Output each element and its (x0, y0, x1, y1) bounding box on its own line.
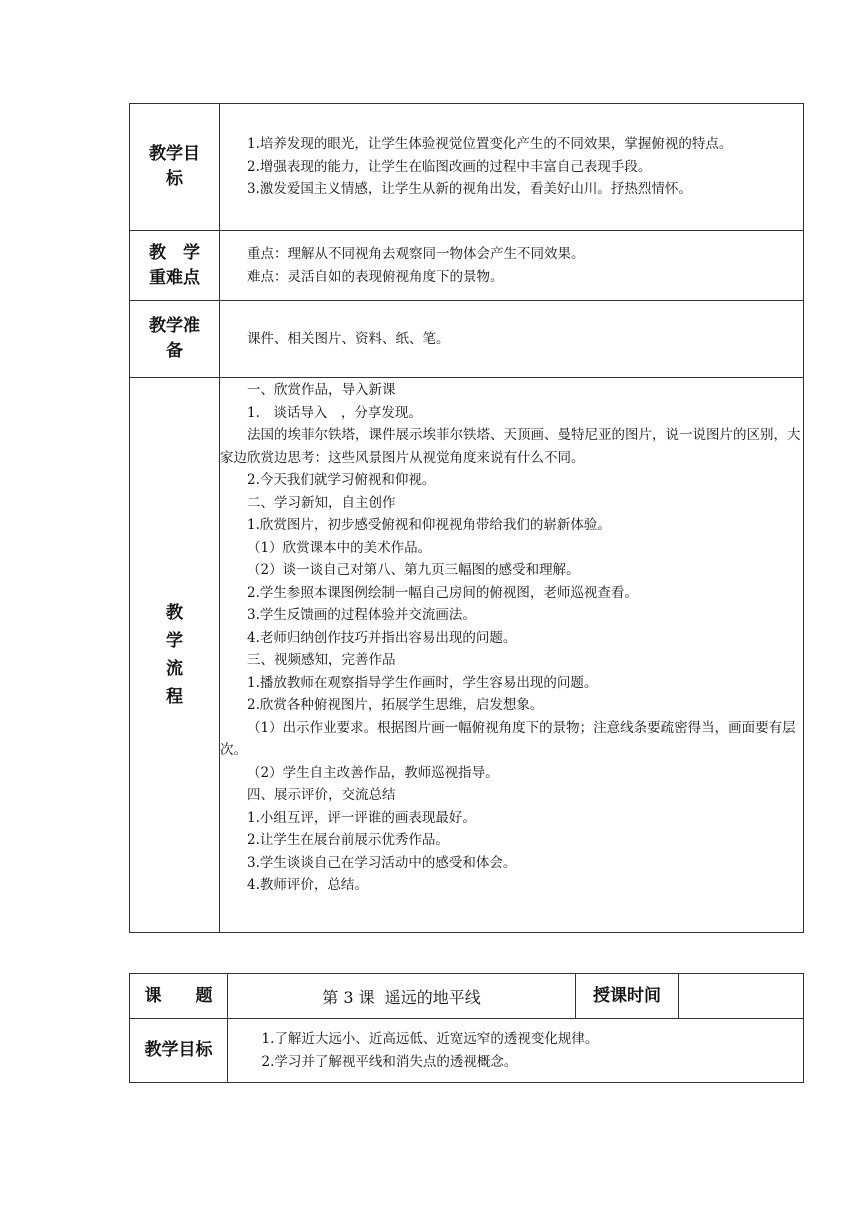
key-points-row (130, 231, 804, 301)
process-line: 1.欣赏图片，初步感受俯视和仰视视角带给我们的崭新体验。 (247, 517, 611, 533)
lesson-plan-table-1 (129, 103, 804, 933)
process-line: 一、欣赏作品，导入新课 (247, 382, 396, 398)
process-line: 2.今天我们就学习俯视和仰视。 (247, 472, 436, 488)
preparation-label-line1: 教学准 (149, 316, 200, 336)
process-line: 四、展示评价，交流总结 (247, 787, 396, 803)
process-line: 2.让学生在展台前展示优秀作品。 (247, 832, 449, 848)
process-label-char: 流 (166, 659, 183, 679)
key-point-item: 难点：灵活自如的表现俯视角度下的景物。 (247, 268, 504, 285)
topic-label: 课 题 (130, 974, 228, 1019)
objectives-label-line1: 教学目 (149, 144, 200, 164)
process-content (220, 378, 804, 933)
objective-item: 1.培养发现的眼光，让学生体验视觉位置变化产生的不同效果，掌握俯视的特点。 (247, 136, 733, 153)
process-line: 1.小组互评，评一评谁的画表现最好。 (247, 809, 476, 826)
process-line: 3.学生反馈画的过程体验并交流画法。 (247, 607, 476, 623)
key-points-label-line1: 教 学 (149, 242, 200, 263)
key-points-label (130, 231, 220, 301)
objectives-label-2: 教学目标 (130, 1019, 228, 1083)
objectives-row (130, 104, 804, 231)
objectives-content-2 (228, 1019, 804, 1083)
key-point-item: 重点：理解从不同视角去观察同一物体会产生不同效果。 (247, 246, 585, 262)
process-line: （2）谈一谈自己对第八、第九页三幅图的感受和理解。 (247, 562, 580, 578)
preparation-text: 课件、相关图片、资料、纸、笔。 (247, 330, 450, 347)
process-label (130, 378, 220, 933)
process-line: 1.播放教师在观察指导学生作画时，学生容易出现的问题。 (247, 674, 598, 691)
objectives-row-2 (130, 1019, 804, 1083)
process-line: 4.老师归纳创作技巧并指出容易出现的问题。 (247, 629, 517, 646)
process-line: 3.学生谈谈自己在学习活动中的感受和体会。 (247, 854, 517, 871)
objectives-label (130, 104, 220, 231)
process-label-char: 教 (166, 603, 183, 623)
process-line: 2.欣赏各种俯视图片，拓展学生思维，启发想象。 (247, 697, 544, 713)
process-line: （1）出示作业要求。根据图片画一幅俯视角度下的景物；注意线条要疏密得当，画面要有层次。 (220, 719, 796, 758)
process-line: 4.教师评价，总结。 (247, 877, 368, 893)
time-value (679, 974, 804, 1019)
objective-item: 2.增强表现的能力，让学生在临图改画的过程中丰富自己表现手段。 (247, 158, 652, 175)
process-label-char: 学 (166, 631, 183, 651)
preparation-label (130, 301, 220, 378)
process-line: 二、学习新知，自主创作 (247, 494, 396, 511)
time-label: 授课时间 (576, 974, 679, 1019)
preparation-row (130, 301, 804, 378)
objectives-content (220, 104, 804, 231)
process-row (130, 378, 804, 933)
process-line: 三、视频感知，完善作品 (247, 652, 396, 668)
objective-item: 1.了解近大远小、近高远低、近宽远窄的透视变化规律。 (261, 1031, 599, 1047)
objectives-label-line2: 标 (166, 169, 183, 189)
objective-item: 3.激发爱国主义情感，让学生从新的视角出发，看美好山川。抒热烈情怀。 (247, 181, 692, 198)
key-points-label-line2: 重难点 (149, 267, 200, 288)
lesson-plan-table-2 (129, 973, 804, 1083)
process-line: （2）学生自主改善作品，教师巡视指导。 (247, 764, 499, 781)
process-line: （1）欣赏课本中的美术作品。 (247, 539, 432, 556)
preparation-label-line2: 备 (166, 341, 183, 361)
process-line: 法国的埃菲尔铁塔，课件展示埃菲尔铁塔、天顶画、曼特尼亚的图片，说一说图片的区别，大家边欣赏边思考：这些风景图片从视觉角度来说有什么不同。 (220, 427, 801, 466)
course-title: 第 3 课 遥远的地平线 (228, 974, 576, 1019)
topic-row (130, 974, 804, 1019)
key-points-content (220, 231, 804, 301)
process-label-char: 程 (166, 687, 183, 707)
objective-item: 2.学习并了解视平线和消失点的透视概念。 (261, 1053, 518, 1070)
preparation-content (220, 301, 804, 378)
process-line: 1. 谈话导入 ，分享发现。 (247, 404, 422, 421)
process-line: 2.学生参照本课图例绘制一幅自己房间的俯视图，老师巡视查看。 (247, 584, 638, 601)
